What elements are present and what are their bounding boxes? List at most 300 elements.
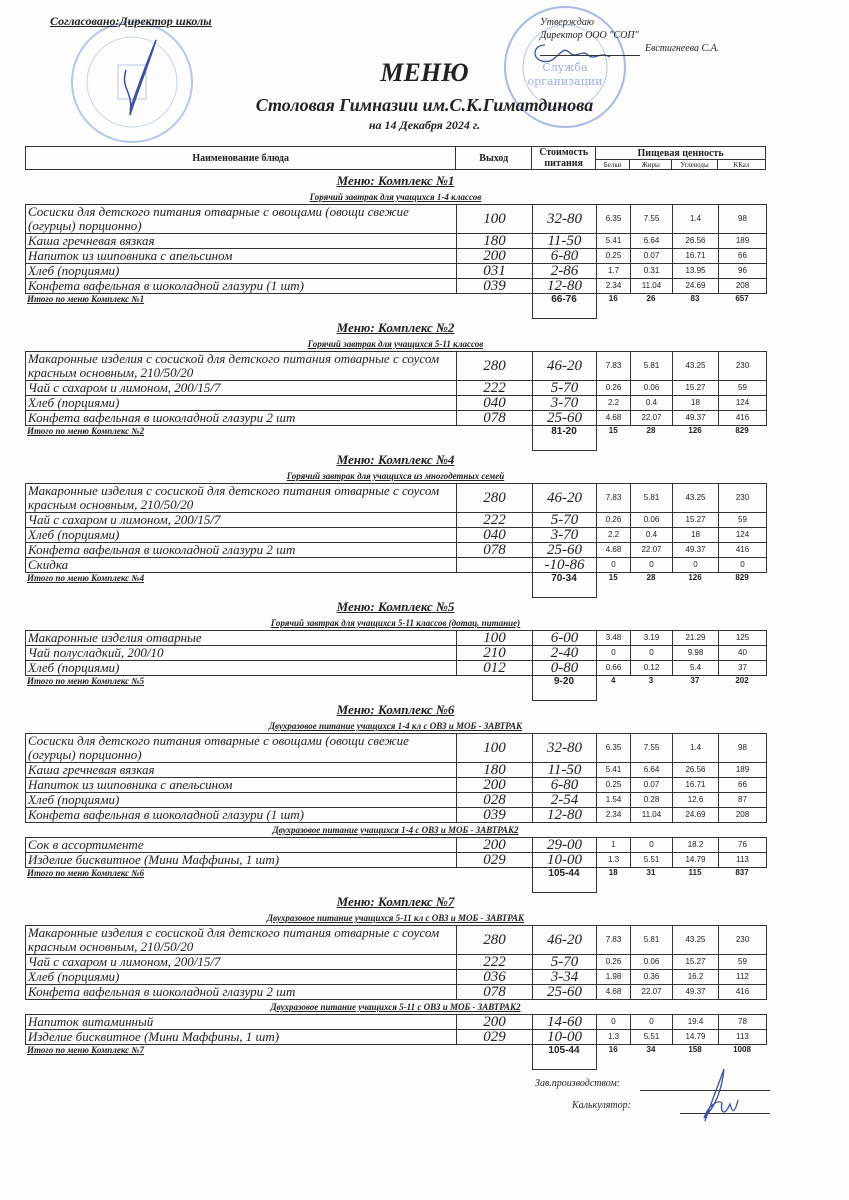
dish-name: Каша гречневая вязкая	[26, 234, 457, 249]
dish-carbs: 24.69	[673, 808, 719, 823]
menu-content	[25, 172, 766, 1126]
dish-protein: 4.68	[597, 543, 631, 558]
dish-protein: 0	[597, 1015, 631, 1030]
dish-name: Конфета вафельная в шоколадной глазури 2 шт	[26, 985, 457, 1000]
dish-carbs: 1.4	[673, 734, 719, 763]
dish-protein: 1.3	[597, 853, 631, 868]
total-cost: 66-76	[532, 294, 596, 319]
dish-output: 028	[457, 793, 533, 808]
dish-fat: 5.81	[631, 352, 673, 381]
table-row	[26, 793, 767, 808]
dish-protein: 7.83	[597, 926, 631, 955]
dish-fat: 0.12	[631, 661, 673, 676]
dish-kcal: 416	[719, 411, 767, 426]
total-fat: 26	[646, 294, 656, 303]
total-kcal: 829	[735, 573, 749, 582]
dish-fat: 0.06	[631, 381, 673, 396]
table-row	[26, 528, 767, 543]
total-protein: 4	[611, 676, 616, 685]
dish-cost: 10-00	[533, 853, 597, 868]
dish-protein: 1.98	[597, 970, 631, 985]
complex-section	[25, 319, 766, 451]
dish-protein: 0.26	[597, 381, 631, 396]
dish-name: Сосиски для детского питания отварные с овощами (овощи свежие (огурцы) порционно)	[26, 205, 457, 234]
dish-kcal: 113	[719, 853, 767, 868]
table-row	[26, 249, 767, 264]
dish-fat: 0.07	[631, 778, 673, 793]
total-cost: 105-44	[532, 868, 596, 893]
calculator-label: Калькулятор:	[572, 1100, 631, 1111]
table-row	[26, 396, 767, 411]
total-carbs: 158	[688, 1045, 702, 1054]
total-label: Итого по меню Комплекс №4	[27, 573, 145, 583]
group-title: Горячий завтрак для учащихся 5-11 классов	[307, 339, 484, 349]
dish-kcal: 416	[719, 543, 767, 558]
dish-output: 078	[457, 985, 533, 1000]
production-label: Зав.производством:	[535, 1078, 621, 1089]
dish-protein: 7.83	[597, 484, 631, 513]
dish-fat: 22.07	[631, 985, 673, 1000]
dish-protein: 7.83	[597, 352, 631, 381]
dish-protein: 2.2	[597, 528, 631, 543]
dish-table	[25, 837, 767, 868]
dish-output: 280	[457, 484, 533, 513]
total-kcal: 1008	[733, 1045, 751, 1054]
dish-kcal: 124	[719, 528, 767, 543]
dish-kcal: 40	[719, 646, 767, 661]
dish-carbs: 19.4	[673, 1015, 719, 1030]
dish-carbs: 5.4	[673, 661, 719, 676]
dish-cost: 12-80	[533, 279, 597, 294]
total-fat: 28	[646, 573, 656, 582]
dish-cost: 32-80	[533, 205, 597, 234]
dish-name: Изделие бисквитное (Мини Маффины, 1 шт)	[26, 853, 457, 868]
dish-cost: 14-60	[533, 1015, 597, 1030]
total-fat: 28	[646, 426, 656, 435]
dish-protein: 0.25	[597, 778, 631, 793]
table-row	[26, 778, 767, 793]
dish-carbs: 16.71	[673, 778, 719, 793]
dish-carbs: 26.56	[673, 763, 719, 778]
dish-cost: 2-40	[533, 646, 597, 661]
dish-carbs: 43.25	[673, 352, 719, 381]
total-kcal: 657	[735, 294, 749, 303]
footer	[25, 1076, 766, 1126]
dish-protein: 0	[597, 646, 631, 661]
dish-protein: 2.34	[597, 279, 631, 294]
dish-name: Скидка	[26, 558, 457, 573]
col-cost: Стоимость питания	[532, 147, 596, 170]
table-row	[26, 1015, 767, 1030]
dish-fat: 7.55	[631, 205, 673, 234]
table-row	[26, 543, 767, 558]
total-kcal: 837	[735, 868, 749, 877]
table-row	[26, 558, 767, 573]
dish-name: Макаронные изделия отварные	[26, 631, 457, 646]
approve-signature-line	[540, 55, 640, 56]
dish-kcal: 59	[719, 513, 767, 528]
table-row	[26, 205, 767, 234]
complex-section	[25, 172, 766, 319]
dish-table	[25, 925, 767, 1000]
dish-cost: 25-60	[533, 985, 597, 1000]
col-output: Выход	[456, 147, 532, 170]
dish-fat: 5.51	[631, 853, 673, 868]
dish-protein: 3.48	[597, 631, 631, 646]
table-row	[26, 661, 767, 676]
dish-name: Хлеб (порциями)	[26, 396, 457, 411]
dish-table	[25, 351, 767, 426]
dish-cost: 5-70	[533, 955, 597, 970]
dish-output: 100	[457, 205, 533, 234]
dish-cost: 3-34	[533, 970, 597, 985]
complex-section	[25, 893, 766, 1070]
dish-protein: 4.68	[597, 411, 631, 426]
dish-output: 039	[457, 279, 533, 294]
dish-kcal: 96	[719, 264, 767, 279]
dish-cost: 11-50	[533, 234, 597, 249]
dish-output: 180	[457, 763, 533, 778]
dish-output: 222	[457, 955, 533, 970]
dish-name: Макаронные изделия с сосиской для детского питания отварные с соусом красным основным, 210/50/20	[26, 926, 457, 955]
dish-output: 078	[457, 543, 533, 558]
dish-cost: 2-54	[533, 793, 597, 808]
table-row	[26, 646, 767, 661]
dish-name: Чай с сахаром и лимоном, 200/15/7	[26, 955, 457, 970]
dish-output: 100	[457, 734, 533, 763]
dish-output: 029	[457, 1030, 533, 1045]
dish-protein: 1	[597, 838, 631, 853]
dish-kcal: 59	[719, 955, 767, 970]
dish-protein: 5.41	[597, 763, 631, 778]
dish-fat: 22.07	[631, 543, 673, 558]
dish-cost: 25-60	[533, 411, 597, 426]
dish-output: 039	[457, 808, 533, 823]
approve-block	[540, 16, 639, 42]
dish-carbs: 16.71	[673, 249, 719, 264]
dish-carbs: 15.27	[673, 513, 719, 528]
table-row	[26, 631, 767, 646]
table-row	[26, 381, 767, 396]
dish-kcal: 0	[719, 558, 767, 573]
dish-carbs: 12.6	[673, 793, 719, 808]
group-title: Двухразовое питание учащихся 1-4 кл с ОВЗ и МОБ - ЗАВТРАК	[268, 721, 523, 731]
dish-fat: 3.19	[631, 631, 673, 646]
dish-cost: -10-86	[533, 558, 597, 573]
total-row	[25, 676, 766, 701]
total-cost: 9-20	[532, 676, 596, 701]
total-label: Итого по меню Комплекс №6	[27, 868, 145, 878]
dish-name: Хлеб (порциями)	[26, 970, 457, 985]
dish-kcal: 37	[719, 661, 767, 676]
dish-kcal: 230	[719, 352, 767, 381]
svg-text:Служба: Служба	[542, 61, 588, 74]
complex-section	[25, 451, 766, 598]
dish-name: Хлеб (порциями)	[26, 661, 457, 676]
dish-name: Хлеб (порциями)	[26, 793, 457, 808]
dish-cost: 3-70	[533, 528, 597, 543]
dish-protein: 1.3	[597, 1030, 631, 1045]
page-date: на 14 Декабря 2024 г.	[368, 118, 481, 132]
page-subtitle: Столовая Гимназии им.С.К.Гиматдинова	[255, 95, 594, 115]
dish-fat: 0.31	[631, 264, 673, 279]
dish-protein: 0.26	[597, 955, 631, 970]
dish-output: 210	[457, 646, 533, 661]
dish-name: Конфета вафельная в шоколадной глазури (1 шт)	[26, 808, 457, 823]
group-title: Горячий завтрак для учащихся 1-4 классов	[309, 192, 482, 202]
total-kcal: 829	[735, 426, 749, 435]
dish-carbs: 24.69	[673, 279, 719, 294]
dish-carbs: 0	[673, 558, 719, 573]
table-row	[26, 970, 767, 985]
dish-kcal: 208	[719, 808, 767, 823]
dish-cost: 5-70	[533, 513, 597, 528]
dish-kcal: 59	[719, 381, 767, 396]
dish-output: 222	[457, 381, 533, 396]
dish-name: Изделие бисквитное (Мини Маффины, 1 шт)	[26, 1030, 457, 1045]
dish-cost: 46-20	[533, 484, 597, 513]
table-row	[26, 808, 767, 823]
total-protein: 16	[608, 1045, 618, 1054]
total-protein: 16	[608, 294, 618, 303]
dish-output: 036	[457, 970, 533, 985]
total-fat: 3	[648, 676, 654, 685]
total-fat: 34	[646, 1045, 656, 1054]
dish-fat: 6.64	[631, 234, 673, 249]
dish-table	[25, 483, 767, 573]
dish-carbs: 16.2	[673, 970, 719, 985]
total-row	[25, 868, 766, 893]
table-row	[26, 955, 767, 970]
col-carbs: Углеводы	[672, 160, 718, 170]
dish-protein: 2.2	[597, 396, 631, 411]
dish-protein: 2.34	[597, 808, 631, 823]
dish-protein: 6.35	[597, 205, 631, 234]
dish-carbs: 18	[673, 528, 719, 543]
dish-output: 078	[457, 411, 533, 426]
total-cost: 70-34	[532, 573, 596, 598]
dish-protein: 0.25	[597, 249, 631, 264]
dish-table	[25, 630, 767, 676]
dish-kcal: 87	[719, 793, 767, 808]
total-kcal: 202	[735, 676, 749, 685]
dish-cost: 10-00	[533, 1030, 597, 1045]
dish-kcal: 113	[719, 1030, 767, 1045]
dish-fat: 0.06	[631, 513, 673, 528]
table-row	[26, 926, 767, 955]
dish-cost: 11-50	[533, 763, 597, 778]
dish-carbs: 14.79	[673, 1030, 719, 1045]
dish-cost: 2-86	[533, 264, 597, 279]
dish-carbs: 18.2	[673, 838, 719, 853]
dish-kcal: 124	[719, 396, 767, 411]
dish-fat: 0	[631, 646, 673, 661]
col-kcal: ККал	[718, 160, 766, 170]
dish-name: Сок в ассортименте	[26, 838, 457, 853]
dish-table	[25, 204, 767, 294]
dish-cost: 32-80	[533, 734, 597, 763]
dish-fat: 5.81	[631, 926, 673, 955]
dish-fat: 0.07	[631, 249, 673, 264]
dish-carbs: 49.37	[673, 543, 719, 558]
total-label: Итого по меню Комплекс №5	[27, 676, 145, 686]
dish-output	[457, 558, 533, 573]
dish-name: Хлеб (порциями)	[26, 528, 457, 543]
dish-name: Напиток из шиповника с апельсином	[26, 778, 457, 793]
table-row	[26, 763, 767, 778]
dish-protein: 1.7	[597, 264, 631, 279]
dish-fat: 5.81	[631, 484, 673, 513]
dish-protein: 5.41	[597, 234, 631, 249]
complex-title: Меню: Комплекс №4	[336, 452, 455, 467]
group-title: Горячий завтрак для учащихся 5-11 классов (дотац. питание)	[270, 618, 521, 628]
dish-kcal: 416	[719, 985, 767, 1000]
total-label: Итого по меню Комплекс №2	[27, 426, 145, 436]
dish-output: 100	[457, 631, 533, 646]
dish-kcal: 189	[719, 763, 767, 778]
dish-kcal: 208	[719, 279, 767, 294]
table-row	[26, 411, 767, 426]
dish-fat: 0.36	[631, 970, 673, 985]
col-protein: Белки	[596, 160, 630, 170]
group-title: Двухразовое питание учащихся 1-4 с ОВЗ и МОБ - ЗАВТРАК2	[272, 825, 519, 835]
dish-fat: 5.51	[631, 1030, 673, 1045]
table-row	[26, 853, 767, 868]
dish-fat: 0	[631, 838, 673, 853]
dish-fat: 6.64	[631, 763, 673, 778]
total-row	[25, 294, 766, 319]
dish-kcal: 98	[719, 734, 767, 763]
dish-carbs: 15.27	[673, 955, 719, 970]
table-row	[26, 484, 767, 513]
table-row	[26, 985, 767, 1000]
complex-title: Меню: Комплекс №2	[336, 320, 455, 335]
total-label: Итого по меню Комплекс №7	[27, 1045, 145, 1055]
total-label: Итого по меню Комплекс №1	[27, 294, 145, 304]
dish-fat: 22.07	[631, 411, 673, 426]
dish-fat: 0	[631, 1015, 673, 1030]
dish-cost: 6-80	[533, 249, 597, 264]
dish-carbs: 15.27	[673, 381, 719, 396]
dish-carbs: 43.25	[673, 484, 719, 513]
dish-output: 040	[457, 528, 533, 543]
dish-carbs: 18	[673, 396, 719, 411]
complex-title: Меню: Комплекс №5	[336, 599, 455, 614]
table-row	[26, 234, 767, 249]
dish-name: Макаронные изделия с сосиской для детского питания отварные с соусом красным основным, 210/50/20	[26, 352, 457, 381]
dish-carbs: 26.56	[673, 234, 719, 249]
dish-output: 222	[457, 513, 533, 528]
total-carbs: 126	[688, 426, 702, 435]
signature-icon	[690, 1066, 750, 1126]
col-nutrition: Пищевая ценность	[596, 147, 766, 160]
complex-title: Меню: Комплекс №1	[336, 173, 455, 188]
dish-output: 180	[457, 234, 533, 249]
approve-position: Директор ООО "СОП"	[540, 30, 639, 41]
dish-kcal: 230	[719, 484, 767, 513]
dish-kcal: 78	[719, 1015, 767, 1030]
approve-label: Утверждаю	[540, 17, 594, 28]
complex-title: Меню: Комплекс №6	[336, 702, 455, 717]
table-row	[26, 838, 767, 853]
dish-fat: 11.04	[631, 279, 673, 294]
table-row	[26, 1030, 767, 1045]
total-row	[25, 1045, 766, 1070]
dish-kcal: 230	[719, 926, 767, 955]
dish-name: Напиток из шиповника с апельсином	[26, 249, 457, 264]
complex-section	[25, 598, 766, 701]
col-name: Наименование блюда	[26, 147, 456, 170]
dish-table	[25, 733, 767, 823]
dish-name: Макаронные изделия с сосиской для детского питания отварные с соусом красным основным, 210/50/20	[26, 484, 457, 513]
dish-carbs: 13.95	[673, 264, 719, 279]
dish-output: 200	[457, 249, 533, 264]
page-title: МЕНЮ	[380, 58, 469, 87]
table-row	[26, 513, 767, 528]
dish-protein: 4.68	[597, 985, 631, 1000]
dish-kcal: 66	[719, 249, 767, 264]
dish-name: Сосиски для детского питания отварные с овощами (овощи свежие (огурцы) порционно)	[26, 734, 457, 763]
dish-cost: 29-00	[533, 838, 597, 853]
dish-cost: 6-80	[533, 778, 597, 793]
agreed-label: Согласовано:Директор школы	[50, 14, 212, 28]
dish-cost: 46-20	[533, 926, 597, 955]
dish-fat: 0.4	[631, 528, 673, 543]
dish-kcal: 189	[719, 234, 767, 249]
dish-carbs: 43.25	[673, 926, 719, 955]
dish-output: 200	[457, 1015, 533, 1030]
dish-name: Каша гречневая вязкая	[26, 763, 457, 778]
column-header-table	[25, 146, 766, 170]
table-row	[26, 279, 767, 294]
dish-cost: 3-70	[533, 396, 597, 411]
col-fat: Жиры	[630, 160, 672, 170]
dish-fat: 0.06	[631, 955, 673, 970]
table-row	[26, 264, 767, 279]
total-carbs: 37	[690, 676, 700, 685]
complex-title: Меню: Комплекс №7	[336, 894, 455, 909]
svg-text:организации: организации	[527, 75, 603, 88]
table-row	[26, 734, 767, 763]
dish-output: 280	[457, 926, 533, 955]
dish-name: Конфета вафельная в шоколадной глазури (1 шт)	[26, 279, 457, 294]
dish-output: 040	[457, 396, 533, 411]
dish-output: 200	[457, 838, 533, 853]
total-cost: 81-20	[532, 426, 596, 451]
approve-name: Евстигнеева С.А.	[645, 43, 720, 54]
dish-cost: 6-00	[533, 631, 597, 646]
dish-carbs: 14.79	[673, 853, 719, 868]
dish-carbs: 49.37	[673, 411, 719, 426]
dish-cost: 25-60	[533, 543, 597, 558]
total-cost: 105-44	[532, 1045, 596, 1070]
group-title: Двухразовое питание учащихся 5-11 кл с ОВЗ и МОБ - ЗАВТРАК	[266, 913, 525, 923]
dish-output: 280	[457, 352, 533, 381]
total-protein: 15	[608, 573, 618, 582]
total-row	[25, 573, 766, 598]
dish-cost: 46-20	[533, 352, 597, 381]
dish-name: Чай с сахаром и лимоном, 200/15/7	[26, 381, 457, 396]
dish-name: Чай полусладкий, 200/10	[26, 646, 457, 661]
dish-protein: 1.54	[597, 793, 631, 808]
total-carbs: 83	[690, 294, 700, 303]
dish-output: 029	[457, 853, 533, 868]
dish-carbs: 1.4	[673, 205, 719, 234]
dish-fat: 0.28	[631, 793, 673, 808]
group-title: Двухразовое питание учащихся 5-11 с ОВЗ и МОБ - ЗАВТРАК2	[270, 1002, 521, 1012]
dish-kcal: 125	[719, 631, 767, 646]
dish-cost: 0-80	[533, 661, 597, 676]
